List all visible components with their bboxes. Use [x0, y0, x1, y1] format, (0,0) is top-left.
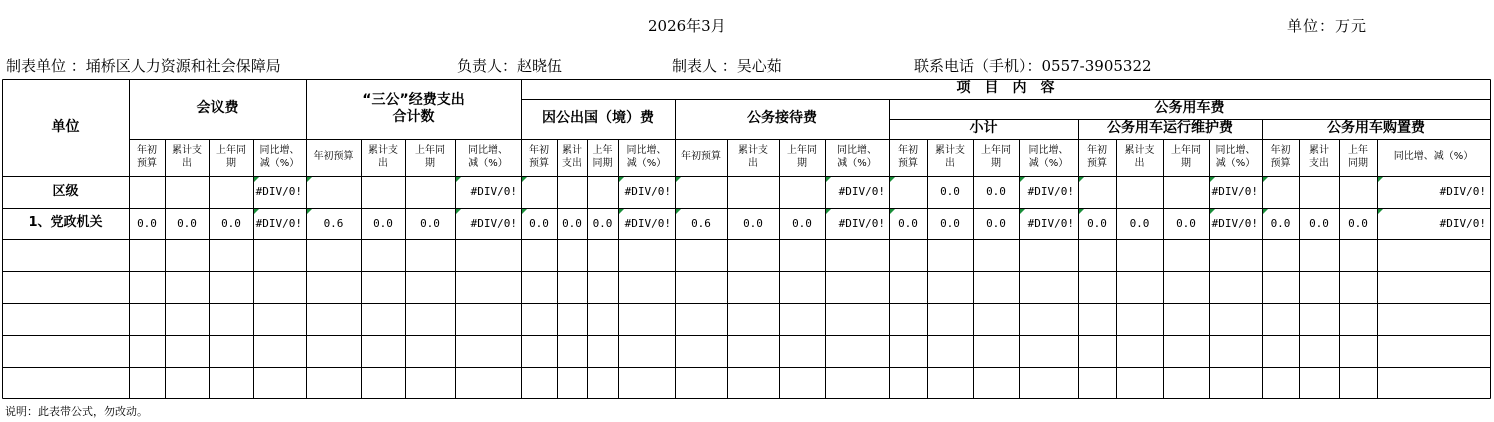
formula-flag-icon [1020, 209, 1025, 214]
formula-flag-icon [890, 209, 895, 214]
subheader-spent_n: 累计 支出 [1309, 145, 1329, 169]
footnote: 说明：此表带公式，勿改动。 [5, 405, 148, 418]
formula-flag-icon [1079, 177, 1084, 182]
formula-flag-icon [1263, 177, 1268, 182]
formula-flag-icon [826, 177, 831, 182]
table-cell: #DIV/0! [1211, 216, 1258, 230]
subheader-yoy: 同比增、 减（%） [837, 145, 877, 169]
formula-flag-icon [307, 177, 312, 182]
table-cell [361, 176, 405, 208]
subheader-lastyear: 上年同 期 [981, 145, 1011, 169]
table-cell [306, 176, 361, 208]
table-cell: 0.0 [898, 216, 918, 230]
table-cell [675, 176, 727, 208]
header-reception: 公务接待费 [747, 110, 817, 127]
table-cell [557, 176, 587, 208]
table-cell: 0.0 [986, 216, 1006, 230]
table-cell [1116, 176, 1163, 208]
leader-label: 负责人：赵晓伍 [457, 57, 563, 75]
formula-flag-icon [1079, 209, 1084, 214]
table-cell: 0.0 [940, 216, 960, 230]
report-date: 2026年3月 [648, 17, 726, 35]
header-items: 项 目 内 容 [956, 80, 1055, 97]
table-cell: 0.0 [1129, 216, 1150, 230]
subheader-lastyear: 上年同 期 [1171, 145, 1201, 169]
table-cell: 0.0 [792, 216, 812, 230]
formula-flag-icon [1378, 209, 1383, 214]
subheader-budget_2: 年初 预算 [1270, 145, 1291, 169]
formula-flag-icon [619, 177, 624, 182]
table-cell [587, 176, 618, 208]
header-abroad: 因公出国（境）费 [542, 110, 654, 127]
subheader-spent: 累计支 出 [172, 145, 202, 169]
table-cell [129, 176, 165, 208]
table-cell [209, 176, 253, 208]
table-cell: #DIV/0! [1027, 216, 1074, 230]
table-cell [405, 176, 455, 208]
formula-flag-icon [676, 177, 681, 182]
table-cell: #DIV/0! [470, 216, 517, 230]
subheader-budget: 年初预算 [681, 151, 721, 163]
table-cell: 0.0 [562, 216, 582, 230]
formula-flag-icon [1020, 177, 1025, 182]
table-cell: #DIV/0! [1211, 185, 1258, 199]
table-cell [1299, 176, 1339, 208]
formula-flag-icon [522, 177, 527, 182]
header-meeting: 会议费 [196, 100, 239, 117]
table-cell [727, 176, 779, 208]
table-cell [1163, 176, 1209, 208]
subheader-budget_2: 年初 预算 [137, 145, 157, 169]
table-cell: #DIV/0! [255, 185, 302, 199]
formula-flag-icon [456, 177, 461, 182]
table-cell: 0.0 [1309, 216, 1329, 230]
table-cell: #DIV/0! [255, 216, 302, 230]
table-cell [1339, 176, 1377, 208]
table-cell: 0.0 [137, 216, 157, 230]
table-cell: 0.6 [323, 216, 344, 230]
subheader-spent: 累计支 出 [935, 145, 965, 169]
table-cell: #DIV/0! [624, 216, 671, 230]
phone-label: 联系电话（手机）：0557-3905322 [914, 57, 1152, 75]
table-cell: 0.0 [420, 216, 440, 230]
subheader-yoy_one: 同比增、减（%） [1393, 151, 1474, 163]
subheader-yoy: 同比增、 减（%） [468, 145, 508, 169]
subheader-spent_n: 累计 支出 [562, 145, 582, 169]
header-sangong: “三公”经费支出 合计数 [362, 91, 465, 125]
formula-flag-icon [1378, 177, 1383, 182]
table-cell: #DIV/0! [838, 216, 885, 230]
table-cell: 0.0 [1270, 216, 1291, 230]
subheader-budget_2: 年初 预算 [529, 145, 549, 169]
table-cell: #DIV/0! [470, 185, 517, 199]
formula-flag-icon [456, 209, 461, 214]
subheader-yoy: 同比增、 减（%） [626, 145, 667, 169]
formula-flag-icon [307, 209, 312, 214]
maker-label: 制表人 ：吴心茹 [672, 57, 782, 75]
subheader-yoy: 同比增、 减（%） [1028, 145, 1069, 169]
subheader-yoy: 同比增、 减（%） [259, 145, 300, 169]
subheader-budget_2: 年初 预算 [898, 145, 918, 169]
header-vehicle: 公务用车费 [1154, 100, 1225, 117]
table-cell: 0.0 [529, 216, 549, 230]
subheader-lastyear_n: 上年 同期 [592, 145, 613, 169]
table-cell: 0.0 [986, 185, 1006, 199]
table-cell: 0.6 [691, 216, 711, 230]
formula-flag-icon [1210, 177, 1215, 182]
subheader-spent: 累计支 出 [368, 145, 398, 169]
subheader-spent: 累计支 出 [1124, 145, 1155, 169]
table-cell [779, 176, 825, 208]
formula-flag-icon [522, 209, 527, 214]
formula-flag-icon [254, 177, 259, 182]
table-cell: 0.0 [1348, 216, 1368, 230]
table-cell: #DIV/0! [838, 185, 885, 199]
table-cell: 0.0 [373, 216, 393, 230]
table-cell: 0.0 [743, 216, 763, 230]
formula-flag-icon [826, 209, 831, 214]
header-subtotal: 小计 [969, 120, 998, 137]
table-cell: #DIV/0! [1027, 185, 1074, 199]
subheader-budget: 年初预算 [313, 151, 354, 163]
subheader-lastyear: 上年同 期 [415, 145, 445, 169]
org-label: 制表单位 ：埇桥区人力资源和社会保障局 [6, 57, 281, 75]
table-cell: 0.0 [1087, 216, 1107, 230]
formula-flag-icon [619, 209, 624, 214]
table-cell: #DIV/0! [624, 185, 671, 199]
formula-flag-icon [254, 209, 259, 214]
table-cell [165, 176, 209, 208]
row-label: 区级 [52, 183, 79, 199]
formula-flag-icon [676, 209, 681, 214]
subheader-yoy: 同比增、 减（%） [1215, 145, 1256, 169]
unit-label: 单位：万元 [1287, 17, 1368, 35]
table-cell: #DIV/0! [1439, 216, 1486, 230]
table-cell: 0.0 [592, 216, 613, 230]
subheader-spent: 累计支 出 [738, 145, 768, 169]
header-unit: 单位 [51, 118, 80, 135]
subheader-budget_2: 年初 预算 [1087, 145, 1107, 169]
table-cell: #DIV/0! [1439, 185, 1486, 199]
header-vehicle-run: 公务用车运行维护费 [1107, 120, 1233, 137]
formula-flag-icon [1263, 209, 1268, 214]
row-label: 1、党政机关 [28, 215, 103, 231]
header-vehicle-buy: 公务用车购置费 [1327, 120, 1425, 137]
table-cell: 0.0 [221, 216, 241, 230]
subheader-lastyear_n: 上年 同期 [1348, 145, 1368, 169]
subheader-lastyear: 上年同 期 [787, 145, 817, 169]
subheader-lastyear: 上年同 期 [216, 145, 246, 169]
table-cell: 0.0 [940, 185, 960, 199]
formula-flag-icon [890, 177, 895, 182]
table-cell: 0.0 [177, 216, 197, 230]
table-cell: 0.0 [1176, 216, 1196, 230]
formula-flag-icon [1210, 209, 1215, 214]
